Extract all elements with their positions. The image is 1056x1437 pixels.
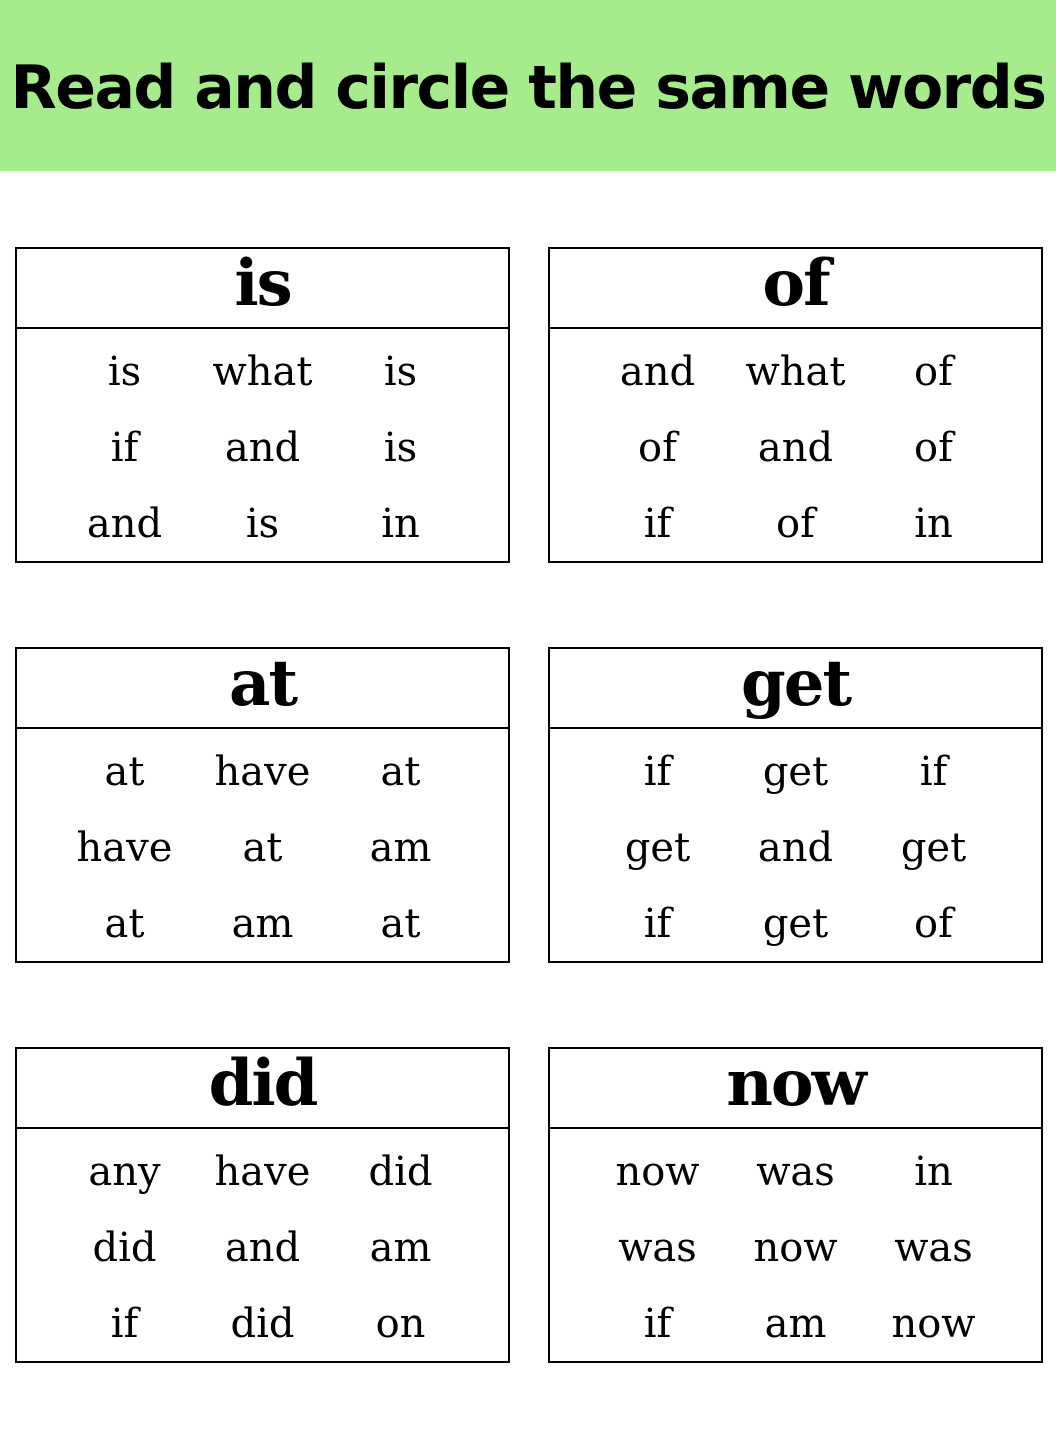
word-option[interactable]: any xyxy=(88,1149,161,1195)
word-card-get xyxy=(548,647,1043,963)
word-option[interactable]: did xyxy=(368,1149,433,1195)
word-grid xyxy=(550,1129,1041,1362)
word-option[interactable]: get xyxy=(900,825,967,871)
word-grid xyxy=(550,329,1041,562)
target-word: at xyxy=(228,646,297,721)
word-option[interactable]: if xyxy=(643,901,672,947)
word-card-now xyxy=(548,1047,1043,1363)
word-grid xyxy=(550,729,1041,962)
word-option[interactable]: get xyxy=(762,749,829,795)
word-option[interactable]: of xyxy=(914,901,953,947)
word-card-at xyxy=(15,647,510,963)
card-header xyxy=(17,646,508,729)
word-option[interactable]: on xyxy=(375,1301,426,1347)
word-option[interactable]: if xyxy=(643,501,672,547)
word-option[interactable]: what xyxy=(745,349,846,395)
word-option[interactable]: have xyxy=(214,1149,311,1195)
word-option[interactable]: and xyxy=(619,349,696,395)
word-option[interactable]: get xyxy=(624,825,691,871)
word-option[interactable]: and xyxy=(224,425,301,471)
word-option[interactable]: of xyxy=(914,425,953,471)
target-word: now xyxy=(726,1046,865,1121)
word-option[interactable]: in xyxy=(381,501,420,547)
word-option[interactable]: have xyxy=(214,749,311,795)
word-option[interactable]: was xyxy=(756,1149,835,1195)
word-option[interactable]: now xyxy=(891,1301,976,1347)
word-option[interactable]: of xyxy=(638,425,677,471)
word-grid xyxy=(17,329,508,562)
word-option[interactable]: am xyxy=(764,1301,827,1347)
card-header xyxy=(17,246,508,329)
word-card-of xyxy=(548,247,1043,563)
word-option[interactable]: now xyxy=(615,1149,700,1195)
word-option[interactable]: did xyxy=(92,1225,157,1271)
word-option[interactable]: at xyxy=(380,901,421,947)
word-option[interactable]: have xyxy=(76,825,173,871)
word-option[interactable]: of xyxy=(914,349,953,395)
word-option[interactable]: is xyxy=(245,501,280,547)
word-option[interactable]: if xyxy=(919,749,948,795)
target-word: get xyxy=(740,646,851,721)
word-option[interactable]: was xyxy=(894,1225,973,1271)
word-option[interactable]: was xyxy=(618,1225,697,1271)
page-title: Read and circle the same words xyxy=(10,52,1046,123)
word-option[interactable]: at xyxy=(242,825,283,871)
title-banner xyxy=(0,0,1056,171)
target-word: did xyxy=(208,1046,317,1121)
word-grid xyxy=(17,729,508,962)
card-header xyxy=(17,1046,508,1129)
word-option[interactable]: at xyxy=(104,749,145,795)
word-option[interactable]: is xyxy=(107,349,142,395)
word-option[interactable]: did xyxy=(230,1301,295,1347)
word-option[interactable]: if xyxy=(110,425,139,471)
word-option[interactable]: if xyxy=(110,1301,139,1347)
word-option[interactable]: if xyxy=(643,749,672,795)
word-card-is xyxy=(15,247,510,563)
word-option[interactable]: and xyxy=(86,501,163,547)
word-option[interactable]: is xyxy=(383,425,418,471)
word-option[interactable]: and xyxy=(757,425,834,471)
word-option[interactable]: now xyxy=(753,1225,838,1271)
card-header xyxy=(550,646,1041,729)
word-option[interactable]: and xyxy=(757,825,834,871)
target-word: is xyxy=(234,246,291,321)
card-header xyxy=(550,246,1041,329)
word-option[interactable]: am xyxy=(369,825,432,871)
word-option[interactable]: at xyxy=(380,749,421,795)
word-grid xyxy=(17,1129,508,1362)
word-option[interactable]: is xyxy=(383,349,418,395)
word-option[interactable]: of xyxy=(776,501,815,547)
word-option[interactable]: am xyxy=(369,1225,432,1271)
word-option[interactable]: in xyxy=(914,501,953,547)
word-option[interactable]: get xyxy=(762,901,829,947)
word-option[interactable]: what xyxy=(212,349,313,395)
target-word: of xyxy=(762,246,829,321)
word-option[interactable]: in xyxy=(914,1149,953,1195)
word-option[interactable]: if xyxy=(643,1301,672,1347)
word-option[interactable]: am xyxy=(231,901,294,947)
word-card-did xyxy=(15,1047,510,1363)
word-option[interactable]: at xyxy=(104,901,145,947)
word-option[interactable]: and xyxy=(224,1225,301,1271)
card-header xyxy=(550,1046,1041,1129)
